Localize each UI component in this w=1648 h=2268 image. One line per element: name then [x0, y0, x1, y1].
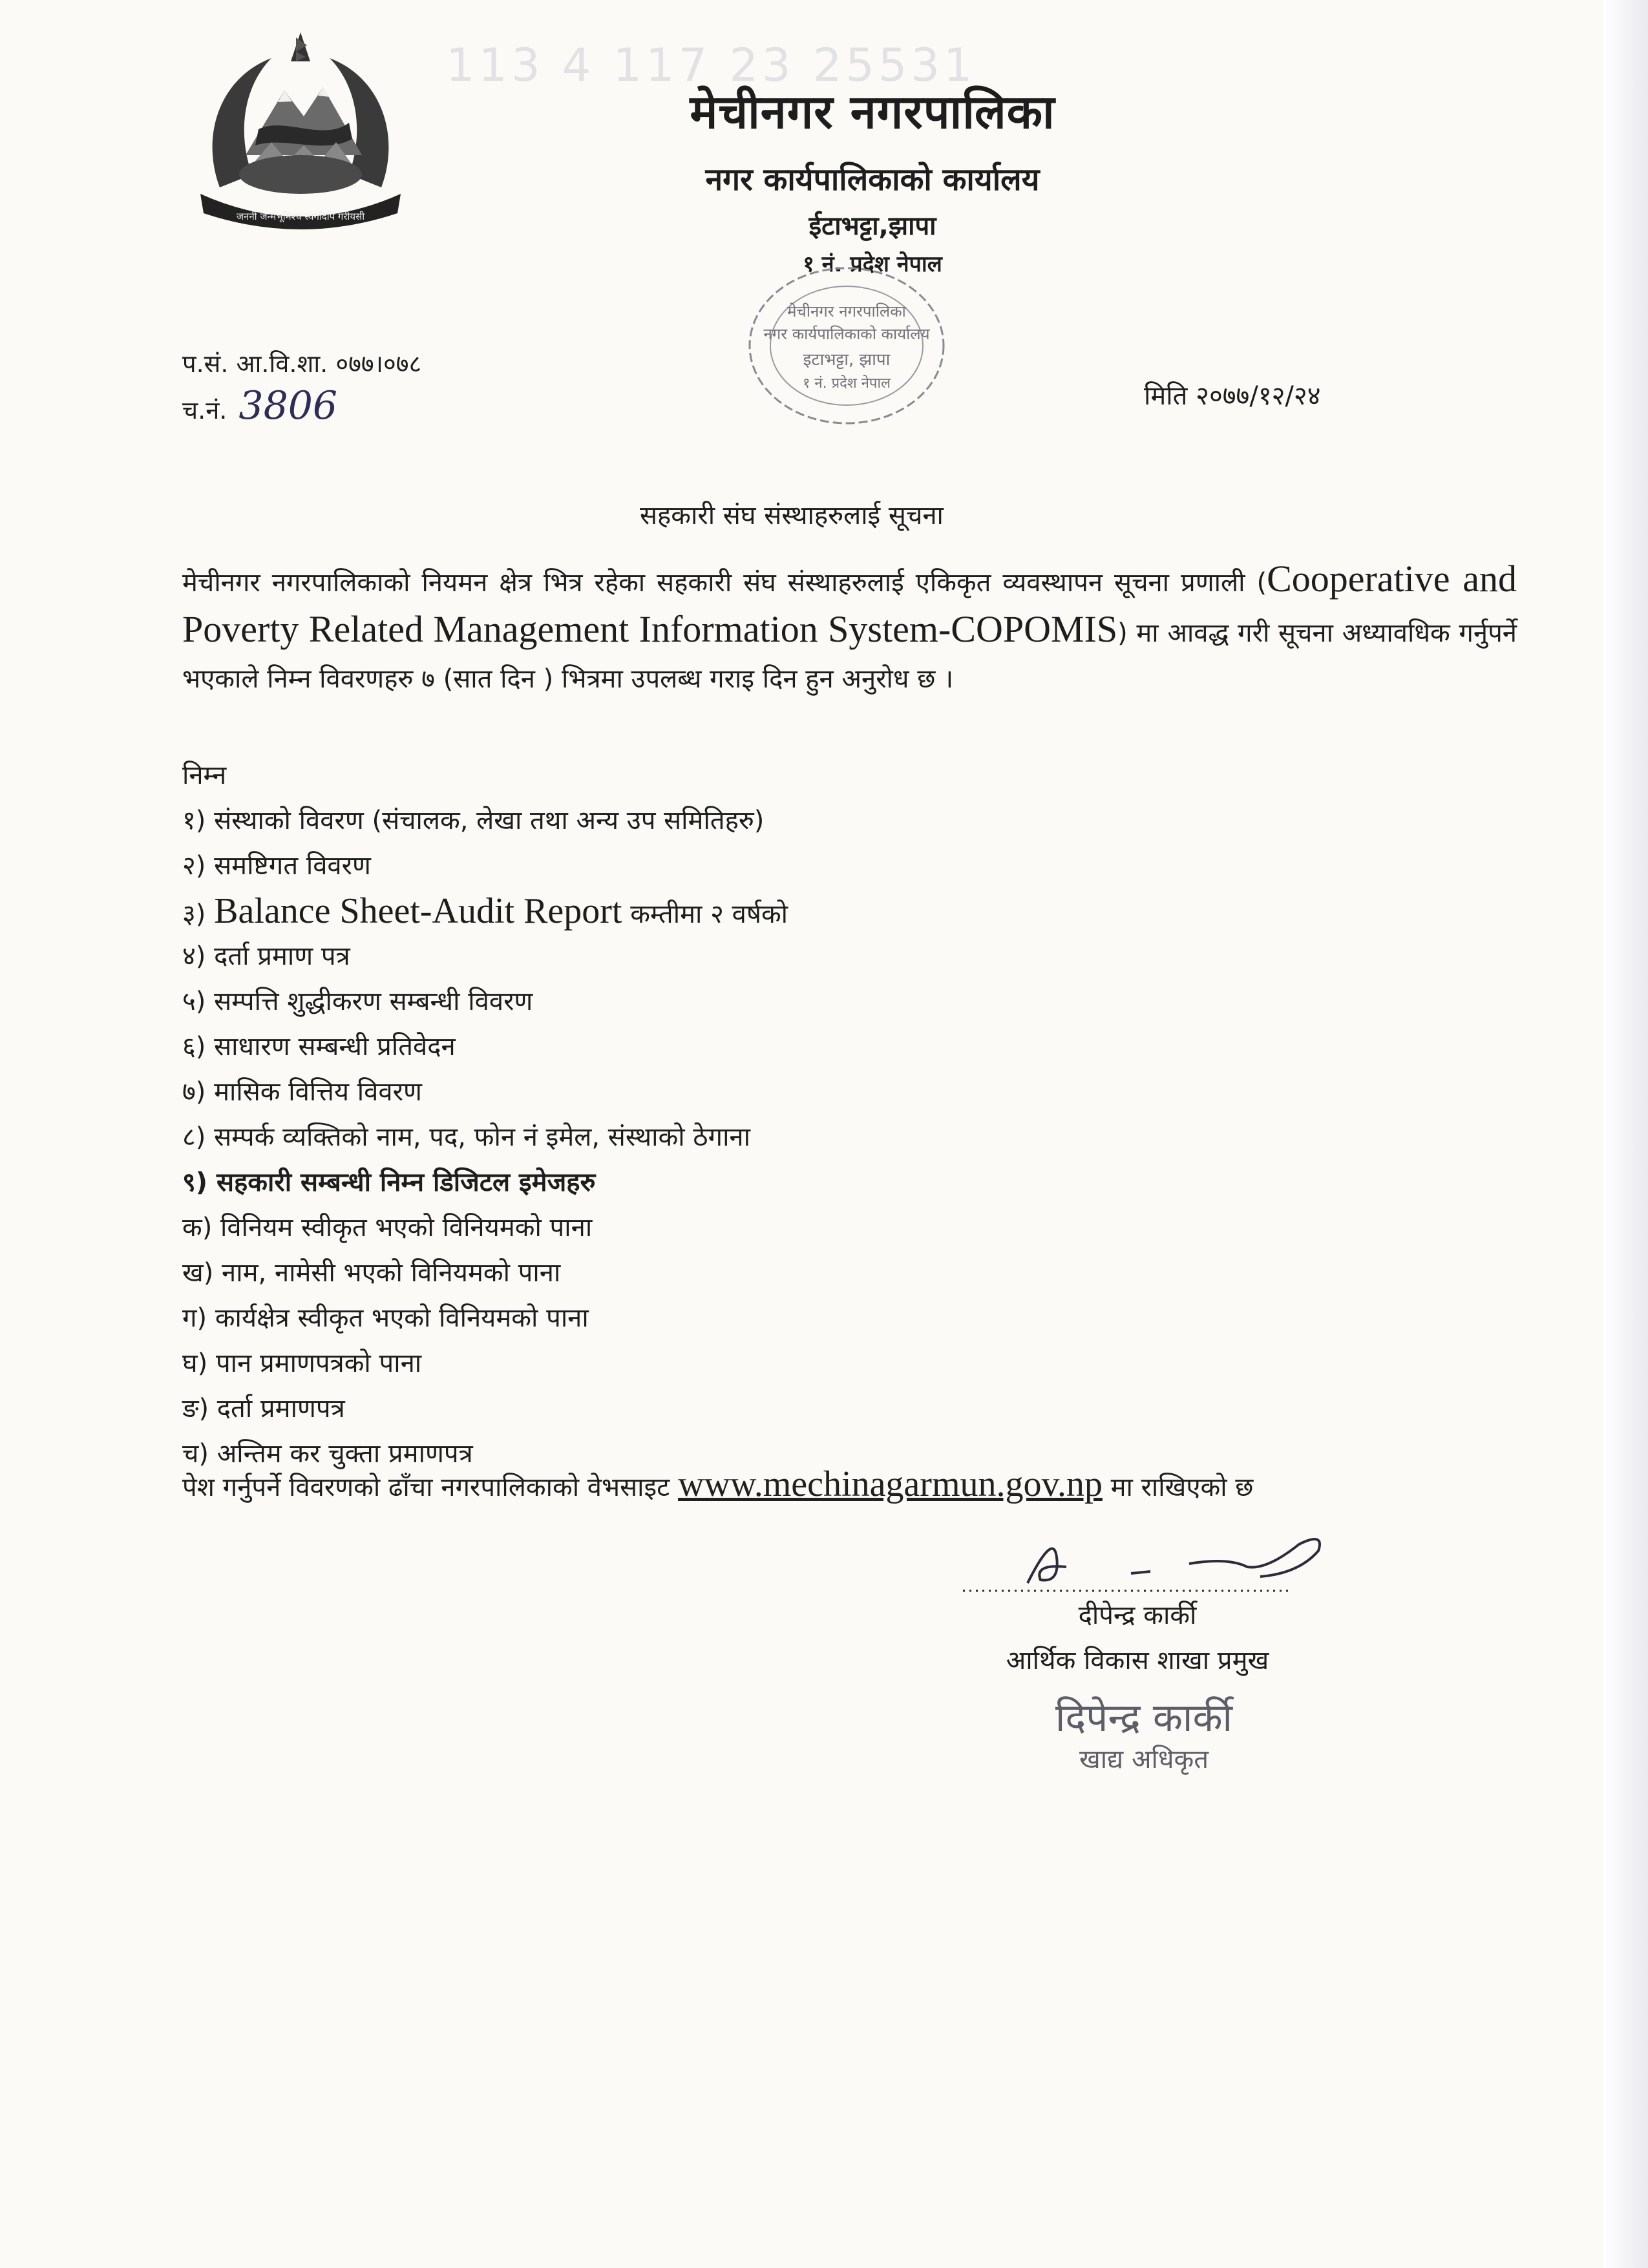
page-edge-shadow — [1603, 0, 1648, 2268]
signer-name: दीपेन्द्र कार्की — [1078, 1601, 1197, 1630]
requirements-list — [182, 753, 1539, 1476]
body-system-name: Cooperative and Poverty Related Management Information System-COPOMIS — [182, 558, 1517, 650]
list-item: ८) सम्पर्क व्यक्तिको नाम, पद, फोन नं इमेल, संस्थाको ठेगाना — [182, 1122, 750, 1152]
list-item: १) संस्थाको विवरण (संचालक, लेखा तथा अन्य उप समितिहरु) — [182, 806, 765, 835]
stamp-line-1: मेचीनगर नगरपालिका — [787, 302, 906, 320]
sub-list-item: च) अन्तिम कर चुक्ता प्रमाणपत्र — [182, 1439, 473, 1469]
name-stamp-title: खाद्य अधिकृत — [1079, 1745, 1209, 1774]
office-province: १ नं. प्रदेश नेपाल — [803, 251, 942, 277]
handwritten-signature — [956, 1518, 1370, 1602]
office-location: ईटाभट्टा,झापा — [808, 211, 936, 241]
body-text-2: ) मा आवद्ध गरी सूचना अध्यावधिक गर्नुपर्ने भएकाले निम्न विवरणहरु ७ (सात दिन ) भित्रमा उपलब्ध गराइ दिन हुन अनुरोध छ । — [182, 618, 1517, 694]
list-heading: निम्न — [182, 761, 227, 790]
organization-name: मेचीनगर नगरपालिका — [690, 84, 1055, 139]
list-item: ९) सहकारी सम्बन्धी निम्न डिजिटल इमेजहरु — [182, 1168, 596, 1197]
dispatch-handwritten-number: 3806 — [238, 383, 338, 428]
sub-list-item: ङ) दर्ता प्रमाणपत्र — [182, 1394, 345, 1423]
list-item: २) समष्टिगत विवरण — [182, 851, 371, 881]
body-paragraph — [182, 556, 1517, 702]
letter-date: मिति २०७७/१२/२४ — [1144, 381, 1321, 411]
stamp-line-4: १ नं. प्रदेश नेपाल — [802, 375, 891, 392]
letter-subject: सहकारी संघ संस्थाहरुलाई सूचना — [640, 501, 944, 530]
dispatch-number — [182, 383, 338, 428]
website-note-prefix: पेश गर्नुपर्ने विवरणको ढाँचा नगरपालिकाको वेभसाइट — [182, 1473, 679, 1502]
sub-list-item: क) विनियम स्वीकृत भएको विनियमको पाना — [182, 1213, 593, 1243]
reference-number: प.सं. आ.वि.शा. ०७७।०७८ — [182, 350, 422, 378]
list-item: ५) सम्पत्ति शुद्धीकरण सम्बन्धी विवरण — [182, 987, 533, 1016]
website-note-suffix: मा राखिएको छ — [1102, 1473, 1254, 1502]
list-item — [182, 888, 1539, 934]
list-item-suffix: कम्तीमा २ वर्षको — [622, 899, 788, 929]
dispatch-label: च.नं. — [182, 396, 227, 425]
stamp-line-3: इटाभट्टा, झापा — [803, 350, 891, 370]
list-item: ६) साधारण सम्बन्धी प्रतिवेदन — [182, 1032, 456, 1062]
signer-block — [956, 1593, 1318, 1683]
website-link[interactable]: www.mechinagarmun.gov.np — [678, 1464, 1103, 1504]
list-item: ४) दर्ता प्रमाण पत्र — [182, 941, 350, 971]
list-item-prefix: ३) — [182, 899, 215, 929]
emblem-motto: जननी जन्मभूमिश्च स्वर्गादपि गरीयसी — [236, 211, 365, 222]
sub-list-item: ख) नाम, नामेसी भएको विनियमको पाना — [182, 1258, 561, 1288]
list-item: ७) मासिक वित्तिय विवरण — [182, 1077, 422, 1107]
stamp-line-2: नगर कार्यपालिकाको कार्यालय — [763, 325, 930, 343]
faint-register-number: 113 4 117 23 25531 — [446, 39, 977, 92]
sub-list-item: ग) कार्यक्षेत्र स्वीकृत भएको विनियमको पाना — [182, 1303, 589, 1333]
list-item-en: Balance Sheet-Audit Report — [214, 891, 622, 931]
sub-list-item: घ) पान प्रमाणपत्रको पाना — [182, 1349, 422, 1378]
body-text-1: मेचीनगर नगरपालिकाको नियमन क्षेत्र भित्र रहेका सहकारी संघ संस्थाहरुलाई एकिकृत व्यवस्थापन सूचना प्रणाली ( — [182, 568, 1267, 598]
website-note — [182, 1462, 1527, 1510]
office-seal-stamp — [724, 249, 969, 436]
name-stamp — [1041, 1693, 1247, 1776]
office-name: नगर कार्यपालिकाको कार्यालय — [705, 162, 1040, 198]
nepal-emblem-icon — [174, 26, 427, 239]
name-stamp-name: दिपेन्द्र कार्की — [1055, 1696, 1233, 1741]
signer-title: आर्थिक विकास शाखा प्रमुख — [1006, 1646, 1269, 1675]
